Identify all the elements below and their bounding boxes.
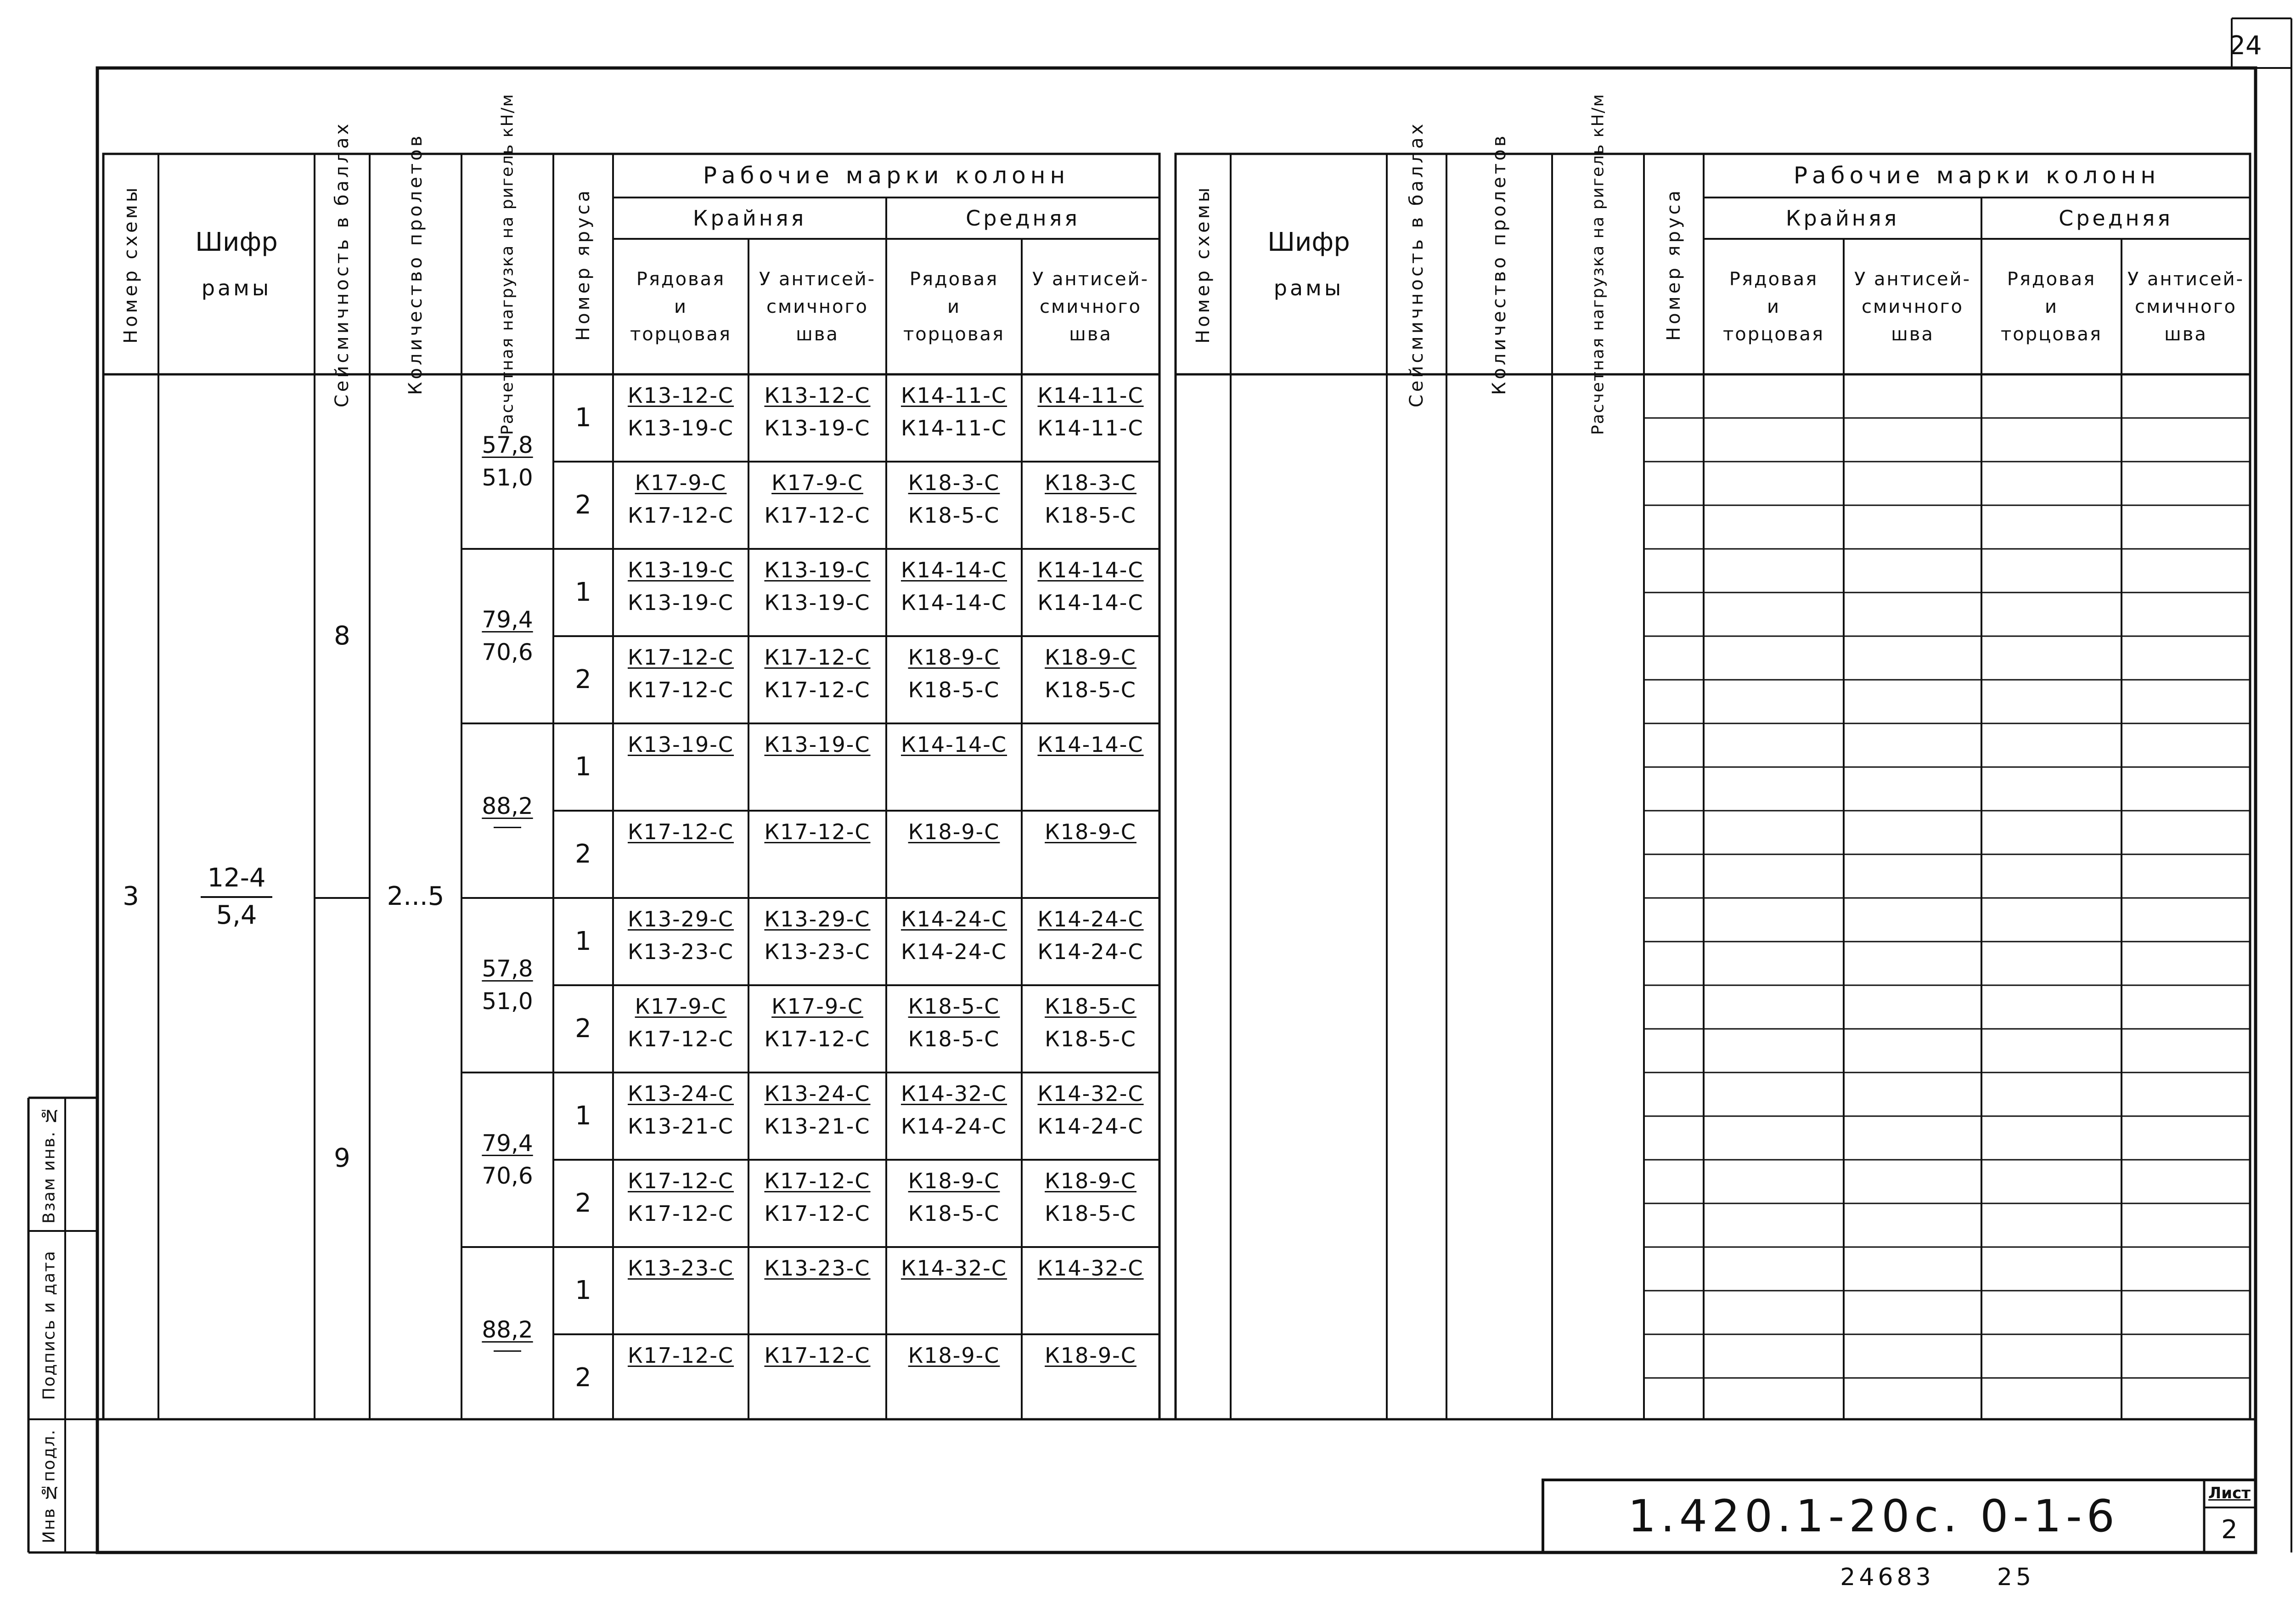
header-shifr bbox=[158, 154, 315, 374]
side-stamp-podpis: Подпись и дата bbox=[39, 1250, 59, 1400]
tier-number: 1 bbox=[575, 1101, 591, 1131]
load-bottom: 70,6 bbox=[482, 1163, 533, 1189]
mark-top: К18-9-С bbox=[908, 1343, 1000, 1368]
header-middle: Средняя bbox=[966, 205, 1080, 231]
mark-top: К17-12-С bbox=[627, 645, 734, 670]
mark-bottom: К13-21-С bbox=[764, 1113, 871, 1139]
mark-bottom: К17-12-С bbox=[627, 502, 734, 528]
mark-bottom: К13-19-С bbox=[764, 415, 871, 440]
mark-top: К13-29-С bbox=[764, 907, 871, 931]
column-mark-cell bbox=[1022, 985, 1159, 1072]
list-label: Лист bbox=[2208, 1484, 2251, 1503]
mark-top: К18-5-С bbox=[908, 994, 1000, 1019]
mark-top: К14-24-С bbox=[1037, 907, 1144, 931]
mark-bottom: К14-14-С bbox=[1037, 590, 1144, 615]
mark-top: К18-9-С bbox=[1045, 645, 1137, 670]
header-line: торцовая bbox=[903, 323, 1005, 345]
mark-top: К13-12-С bbox=[764, 383, 871, 408]
column-mark-cell bbox=[748, 374, 886, 462]
header-ordinary-middle bbox=[886, 239, 1022, 374]
column-mark-cell bbox=[886, 1072, 1022, 1160]
column-mark-cell bbox=[886, 462, 1022, 549]
column-mark-cell bbox=[1022, 636, 1159, 723]
mark-bottom: К13-23-С bbox=[764, 939, 871, 964]
column-mark-cell bbox=[613, 1247, 748, 1334]
column-mark-cell bbox=[748, 1072, 886, 1160]
header-shifr-label: Шифр bbox=[195, 227, 278, 258]
mark-top: К14-14-С bbox=[1037, 558, 1144, 582]
header-line: смичного bbox=[1040, 296, 1142, 317]
column-mark-cell bbox=[886, 985, 1022, 1072]
tier-number: 1 bbox=[575, 402, 591, 433]
mark-top: К18-9-С bbox=[1045, 819, 1137, 844]
tier-number: 2 bbox=[575, 839, 591, 869]
header-tier-right: Номер яруса bbox=[1663, 187, 1684, 341]
mark-bottom: К18-5-С bbox=[908, 677, 1000, 702]
column-mark-cell bbox=[613, 985, 748, 1072]
header-line: и bbox=[674, 296, 687, 317]
header-load: Расчетная нагрузка на ригель кН/м bbox=[498, 93, 517, 435]
mark-top: К13-12-С bbox=[627, 383, 734, 408]
mark-bottom: К18-5-С bbox=[908, 1201, 1000, 1226]
mark-top: К17-12-С bbox=[764, 819, 871, 844]
column-mark-cell bbox=[613, 1072, 748, 1160]
header-line: торцовая bbox=[630, 323, 732, 345]
mark-bottom: К18-5-С bbox=[1045, 1201, 1137, 1226]
mark-bottom: К18-5-С bbox=[1045, 677, 1137, 702]
column-mark-cell bbox=[613, 898, 748, 985]
mark-top: К18-9-С bbox=[1045, 1343, 1137, 1368]
header-ramy-label-right: рамы bbox=[1273, 275, 1344, 300]
scheme-number: 3 bbox=[123, 881, 139, 912]
page-number: 25 bbox=[1997, 1564, 2035, 1592]
column-mark-cell bbox=[886, 1334, 1022, 1422]
column-mark-cell bbox=[886, 1160, 1022, 1247]
mark-bottom: К14-24-С bbox=[900, 939, 1007, 964]
load-bottom: 51,0 bbox=[482, 988, 533, 1015]
header-scheme-number-right: Номер схемы bbox=[1193, 185, 1214, 344]
mark-bottom: К14-24-С bbox=[1037, 1113, 1144, 1139]
mark-bottom: К14-24-С bbox=[900, 1113, 1007, 1139]
sheet-number: 24 bbox=[2229, 30, 2262, 61]
mark-top: К17-12-С bbox=[764, 1343, 871, 1368]
column-mark-cell bbox=[748, 549, 886, 636]
header-column-marks-right: Рабочие марки колонн bbox=[1793, 162, 2161, 189]
header-tier: Номер яруса bbox=[573, 187, 594, 341]
mark-top: К14-32-С bbox=[900, 1256, 1007, 1281]
mark-top: К14-14-С bbox=[900, 732, 1007, 757]
mark-top: К18-3-С bbox=[908, 470, 1000, 495]
column-mark-cell bbox=[886, 723, 1022, 811]
side-stamp-vzam: Взам инв. № bbox=[39, 1105, 59, 1224]
column-mark-cell bbox=[748, 898, 886, 985]
header-line: У антисей- bbox=[1032, 268, 1149, 290]
mark-top: К18-9-С bbox=[908, 819, 1000, 844]
mark-top: К17-9-С bbox=[771, 994, 863, 1019]
header-antiseismic-edge bbox=[748, 239, 886, 374]
mark-bottom: К17-12-С bbox=[764, 502, 871, 528]
header-line: У антисей- bbox=[1854, 268, 1971, 290]
header-middle-right: Средняя bbox=[2059, 205, 2173, 231]
tier-number: 1 bbox=[575, 751, 591, 782]
mark-bottom: К18-5-С bbox=[908, 1026, 1000, 1051]
mark-bottom: К17-12-С bbox=[764, 677, 871, 702]
mark-top: К14-32-С bbox=[1037, 1256, 1144, 1281]
mark-top: К14-11-С bbox=[1037, 383, 1144, 408]
column-mark-cell bbox=[1022, 1072, 1159, 1160]
header-line: торцовая bbox=[2000, 323, 2102, 345]
header-line: Рядовая bbox=[636, 268, 726, 290]
mark-bottom: К13-21-С bbox=[627, 1113, 734, 1139]
load-top: 57,8 bbox=[482, 431, 533, 458]
column-mark-cell bbox=[1022, 1334, 1159, 1422]
column-mark-cell bbox=[613, 549, 748, 636]
column-mark-cell bbox=[1022, 462, 1159, 549]
load-bottom: 70,6 bbox=[482, 639, 533, 666]
mark-top: К18-3-С bbox=[1045, 470, 1137, 495]
header-line: Рядовая bbox=[909, 268, 999, 290]
mark-top: К17-12-С bbox=[764, 1168, 871, 1193]
column-mark-cell bbox=[613, 636, 748, 723]
column-mark-cell bbox=[886, 811, 1022, 898]
spans-value: 2...5 bbox=[387, 881, 445, 912]
mark-top: К17-12-С bbox=[627, 819, 734, 844]
header-antiseismic-middle bbox=[1022, 239, 1159, 374]
mark-top: К13-19-С bbox=[627, 732, 734, 757]
header-line: и bbox=[1767, 296, 1780, 317]
mark-top: К17-9-С bbox=[771, 470, 863, 495]
mark-bottom: К13-19-С bbox=[627, 415, 734, 440]
list-number: 2 bbox=[2221, 1514, 2238, 1545]
archive-number: 24683 bbox=[1840, 1564, 1935, 1592]
column-mark-cell bbox=[613, 811, 748, 898]
load-top: 88,2 bbox=[482, 792, 533, 819]
column-mark-cell bbox=[613, 462, 748, 549]
mark-bottom: К17-12-С bbox=[627, 677, 734, 702]
tier-number: 1 bbox=[575, 577, 591, 607]
header-load-right: Расчетная нагрузка на ригель кН/м bbox=[1588, 93, 1608, 435]
header-spans: Количество пролетов bbox=[405, 133, 426, 395]
column-mark-cell bbox=[1022, 374, 1159, 462]
mark-bottom: К17-12-С bbox=[627, 1201, 734, 1226]
column-mark-cell bbox=[748, 1160, 886, 1247]
mark-bottom: К18-5-С bbox=[1045, 1026, 1137, 1051]
load-value bbox=[461, 723, 553, 898]
header-shifr-label-right: Шифр bbox=[1267, 227, 1350, 258]
mark-bottom: К17-12-С bbox=[764, 1201, 871, 1226]
mark-top: К17-12-С bbox=[627, 1343, 734, 1368]
column-mark-cell bbox=[1022, 1247, 1159, 1334]
mark-top: К17-12-С bbox=[764, 645, 871, 670]
column-mark-cell bbox=[748, 462, 886, 549]
header-line: шва bbox=[796, 323, 839, 345]
mark-top: К13-23-С bbox=[627, 1256, 734, 1281]
seismicity-9: 9 bbox=[334, 1143, 350, 1174]
header-line: шва bbox=[1069, 323, 1112, 345]
shifr-denominator: 5,4 bbox=[216, 900, 257, 930]
tier-number: 2 bbox=[575, 490, 591, 520]
header-line: У антисей- bbox=[759, 268, 876, 290]
mark-top: К18-9-С bbox=[908, 645, 1000, 670]
load-dash bbox=[494, 827, 521, 828]
mark-top: К17-9-С bbox=[635, 470, 727, 495]
header-ramy-label: рамы bbox=[201, 275, 272, 300]
load-value bbox=[461, 549, 553, 723]
header-line: и bbox=[2045, 296, 2058, 317]
header-line: смичного bbox=[2135, 296, 2237, 317]
shifr-numerator: 12-4 bbox=[201, 864, 272, 897]
mark-top: К14-14-С bbox=[1037, 732, 1144, 757]
load-value bbox=[461, 898, 553, 1072]
seismicity-8: 8 bbox=[334, 621, 350, 651]
mark-bottom: К17-12-С bbox=[627, 1026, 734, 1051]
load-value bbox=[461, 1072, 553, 1247]
column-mark-cell bbox=[748, 811, 886, 898]
column-mark-cell bbox=[1022, 723, 1159, 811]
header-line: У антисей- bbox=[2127, 268, 2245, 290]
load-top: 88,2 bbox=[482, 1316, 533, 1343]
header-line: и bbox=[947, 296, 961, 317]
header-antiseismic-edge-right bbox=[1844, 239, 1981, 374]
header-spans-right: Количество пролетов bbox=[1489, 133, 1510, 395]
mark-bottom: К14-14-С bbox=[900, 590, 1007, 615]
mark-top: К14-14-С bbox=[900, 558, 1007, 582]
column-mark-cell bbox=[748, 723, 886, 811]
mark-top: К17-9-С bbox=[635, 994, 727, 1019]
load-value bbox=[461, 374, 553, 549]
header-column-marks: Рабочие марки колонн bbox=[703, 162, 1070, 189]
side-stamp-inv-podl: Инв №подл. bbox=[39, 1428, 59, 1543]
mark-bottom: К18-5-С bbox=[908, 502, 1000, 528]
mark-top: К18-9-С bbox=[908, 1168, 1000, 1193]
header-antiseismic-middle-right bbox=[2122, 239, 2250, 374]
mark-top: К13-19-С bbox=[627, 558, 734, 582]
mark-bottom: К14-11-С bbox=[1037, 415, 1144, 440]
column-mark-cell bbox=[886, 1247, 1022, 1334]
tier-number: 2 bbox=[575, 664, 591, 694]
column-mark-cell bbox=[748, 636, 886, 723]
mark-bottom: К13-19-С bbox=[627, 590, 734, 615]
load-top: 79,4 bbox=[482, 606, 533, 633]
column-mark-cell bbox=[613, 723, 748, 811]
mark-top: К14-24-С bbox=[900, 907, 1007, 931]
mark-top: К14-32-С bbox=[900, 1081, 1007, 1106]
mark-top: К13-24-С bbox=[627, 1081, 734, 1106]
load-bottom: 51,0 bbox=[482, 464, 533, 491]
header-line: шва bbox=[2164, 323, 2207, 345]
mark-top: К13-29-С bbox=[627, 907, 734, 931]
column-mark-cell bbox=[886, 549, 1022, 636]
mark-top: К18-5-С bbox=[1045, 994, 1137, 1019]
mark-top: К14-32-С bbox=[1037, 1081, 1144, 1106]
column-mark-cell bbox=[886, 374, 1022, 462]
column-mark-cell bbox=[886, 898, 1022, 985]
mark-bottom: К14-11-С bbox=[900, 415, 1007, 440]
mark-top: К13-24-С bbox=[764, 1081, 871, 1106]
column-mark-cell bbox=[886, 636, 1022, 723]
header-edge-right: Крайняя bbox=[1785, 205, 1900, 231]
header-ordinary-edge bbox=[613, 239, 748, 374]
tier-number: 1 bbox=[575, 926, 591, 956]
header-line: шва bbox=[1891, 323, 1934, 345]
mark-bottom: К17-12-С bbox=[764, 1026, 871, 1051]
mark-top: К13-19-С bbox=[764, 558, 871, 582]
column-mark-cell bbox=[1022, 1160, 1159, 1247]
header-seismicity-right: Сейсмичность в баллах bbox=[1406, 121, 1427, 407]
header-line: Рядовая bbox=[1729, 268, 1818, 290]
document-code: 1.420.1-20с. 0-1-6 bbox=[1628, 1490, 2119, 1542]
column-mark-cell bbox=[613, 374, 748, 462]
tier-number: 2 bbox=[575, 1188, 591, 1218]
mark-top: К17-12-С bbox=[627, 1168, 734, 1193]
column-mark-cell bbox=[613, 1160, 748, 1247]
load-dash bbox=[494, 1350, 521, 1352]
header-seismicity: Сейсмичность в баллах bbox=[332, 121, 353, 407]
header-shifr-right bbox=[1231, 154, 1387, 374]
tier-number: 1 bbox=[575, 1275, 591, 1305]
header-scheme-number: Номер схемы bbox=[120, 185, 141, 344]
mark-top: К13-19-С bbox=[764, 732, 871, 757]
header-edge: Крайняя bbox=[692, 205, 807, 231]
column-mark-cell bbox=[748, 985, 886, 1072]
mark-bottom: К13-23-С bbox=[627, 939, 734, 964]
load-top: 79,4 bbox=[482, 1129, 533, 1157]
column-mark-cell bbox=[748, 1247, 886, 1334]
mark-bottom: К14-24-С bbox=[1037, 939, 1144, 964]
tier-number: 2 bbox=[575, 1013, 591, 1044]
tier-number: 2 bbox=[575, 1362, 591, 1393]
mark-bottom: К18-5-С bbox=[1045, 502, 1137, 528]
header-line: смичного bbox=[766, 296, 868, 317]
header-line: торцовая bbox=[1722, 323, 1824, 345]
mark-bottom: К13-19-С bbox=[764, 590, 871, 615]
shifr-value bbox=[158, 374, 315, 1419]
column-mark-cell bbox=[1022, 549, 1159, 636]
header-ordinary-edge-right bbox=[1704, 239, 1844, 374]
mark-top: К18-9-С bbox=[1045, 1168, 1137, 1193]
load-value bbox=[461, 1247, 553, 1422]
mark-top: К14-11-С bbox=[900, 383, 1007, 408]
column-mark-cell bbox=[1022, 811, 1159, 898]
header-line: Рядовая bbox=[2007, 268, 2096, 290]
column-mark-cell bbox=[748, 1334, 886, 1422]
header-line: смичного bbox=[1862, 296, 1964, 317]
header-ordinary-middle-right bbox=[1981, 239, 2122, 374]
load-top: 57,8 bbox=[482, 955, 533, 982]
mark-top: К13-23-С bbox=[764, 1256, 871, 1281]
column-mark-cell bbox=[1022, 898, 1159, 985]
column-mark-cell bbox=[613, 1334, 748, 1422]
